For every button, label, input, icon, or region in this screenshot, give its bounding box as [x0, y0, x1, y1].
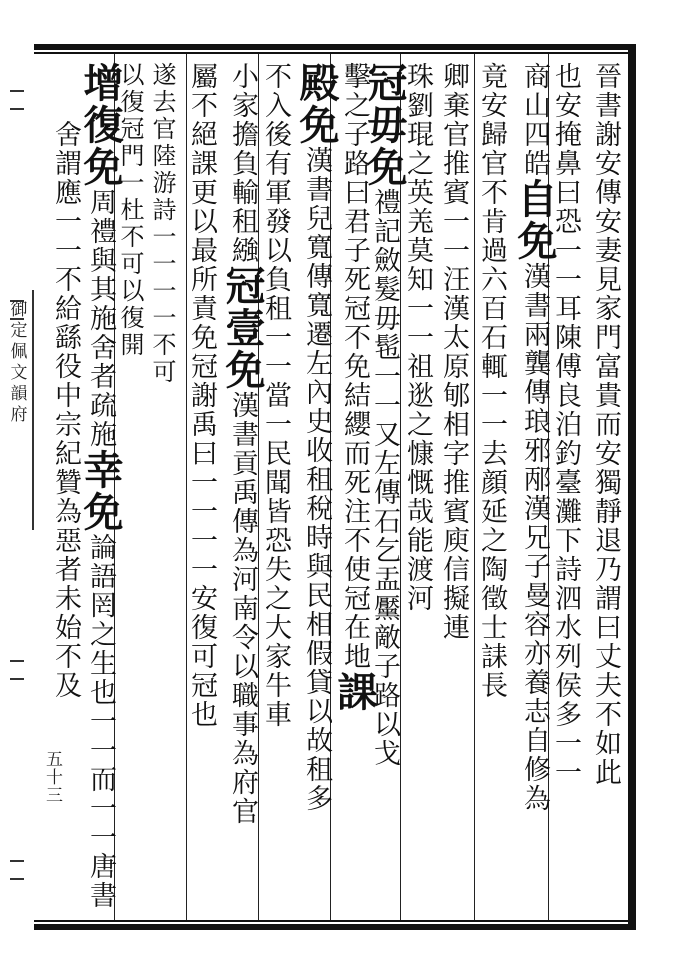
column-text: 官不肯過六百石輒一一去顔延之陶徵士誄長	[476, 149, 507, 700]
column-text: 禮記斂髮毋髢一一又左傳石乞盂黶敵子路以戈	[369, 188, 400, 768]
margin-label: 御定佩文韻府	[6, 300, 27, 426]
column-text: 漢書貢禹傳為河南令以職事為府官	[227, 391, 258, 826]
column-text: 漢書兒寬傳寬遷左內史收租稅時與民相假貸以故租多	[301, 146, 332, 813]
top-border-inner	[34, 52, 636, 54]
text-column	[219, 62, 266, 826]
bottom-border	[34, 924, 636, 930]
column-text: 商山四皓	[519, 62, 550, 178]
column-text: 以復冠門一杜不可以復開	[116, 62, 144, 359]
headword: 殿免	[293, 62, 340, 146]
column-text: 竟安歸	[476, 62, 507, 149]
page-number: 五十三	[42, 750, 62, 804]
text-column	[592, 62, 619, 787]
column-text: 擊之子路曰君子死冠不免結纓而死注不使冠在地	[339, 62, 370, 671]
column-rule	[474, 54, 475, 920]
column-text: 屬不絕課更以最	[186, 62, 217, 265]
bottom-border-inner	[34, 920, 636, 922]
column-text: 卿棄官推賓一一汪漢太原郇相字推賓庾信擬連	[438, 62, 469, 642]
column-text: 晉書謝安傳安妻見家門富貴而安獨靜退乃謂曰丈夫不如此	[590, 62, 621, 787]
column-text: 所責免冠謝禹曰一一一一安復可冠也	[186, 265, 217, 729]
column-text: 小家擔負輸租繈	[227, 62, 258, 265]
column-text: 舍謂應一一不給繇役	[50, 120, 81, 381]
text-column	[331, 62, 378, 713]
headword: 課	[331, 671, 378, 713]
column-text: 也安掩鼻曰恐一一耳陳傅良泊釣臺灘下詩泗水列侯多一一	[550, 62, 581, 787]
text-column	[440, 62, 467, 642]
headword: 冠毋免	[361, 62, 408, 188]
column-text: 漢書兩龔傳琅邪邴漢兄子曼容亦養志自修為	[519, 262, 550, 813]
text-column	[511, 62, 558, 813]
text-column	[188, 62, 215, 729]
right-border	[628, 44, 636, 930]
column-text: 周禮與其施舍者疏施	[85, 188, 116, 449]
text-column	[552, 62, 579, 787]
top-border	[34, 44, 636, 50]
column-text: 不入後有軍發以負租一一當一民聞皆恐失之大家牛車	[260, 62, 291, 729]
column-text: 遂去官陸游詩一一一一不可	[148, 62, 176, 386]
text-column	[52, 120, 79, 700]
headword: 自免	[511, 178, 558, 262]
text-column	[262, 62, 289, 729]
text-column	[404, 62, 431, 613]
headword: 增復免	[77, 62, 124, 188]
column-text: 中宗紀贊為惡者未始不及	[50, 381, 81, 700]
text-column	[478, 62, 505, 700]
text-column	[293, 62, 340, 813]
headword: 冠壹免	[219, 265, 266, 391]
column-text: 珠劉琨之英𦍑莫知一一祖逖之慷慨哉能渡河	[402, 62, 433, 613]
text-column	[77, 62, 124, 910]
headword: 幸免	[77, 449, 124, 533]
column-text: 論語罔之生也一一而一一唐書	[85, 533, 116, 910]
text-column	[150, 62, 174, 386]
